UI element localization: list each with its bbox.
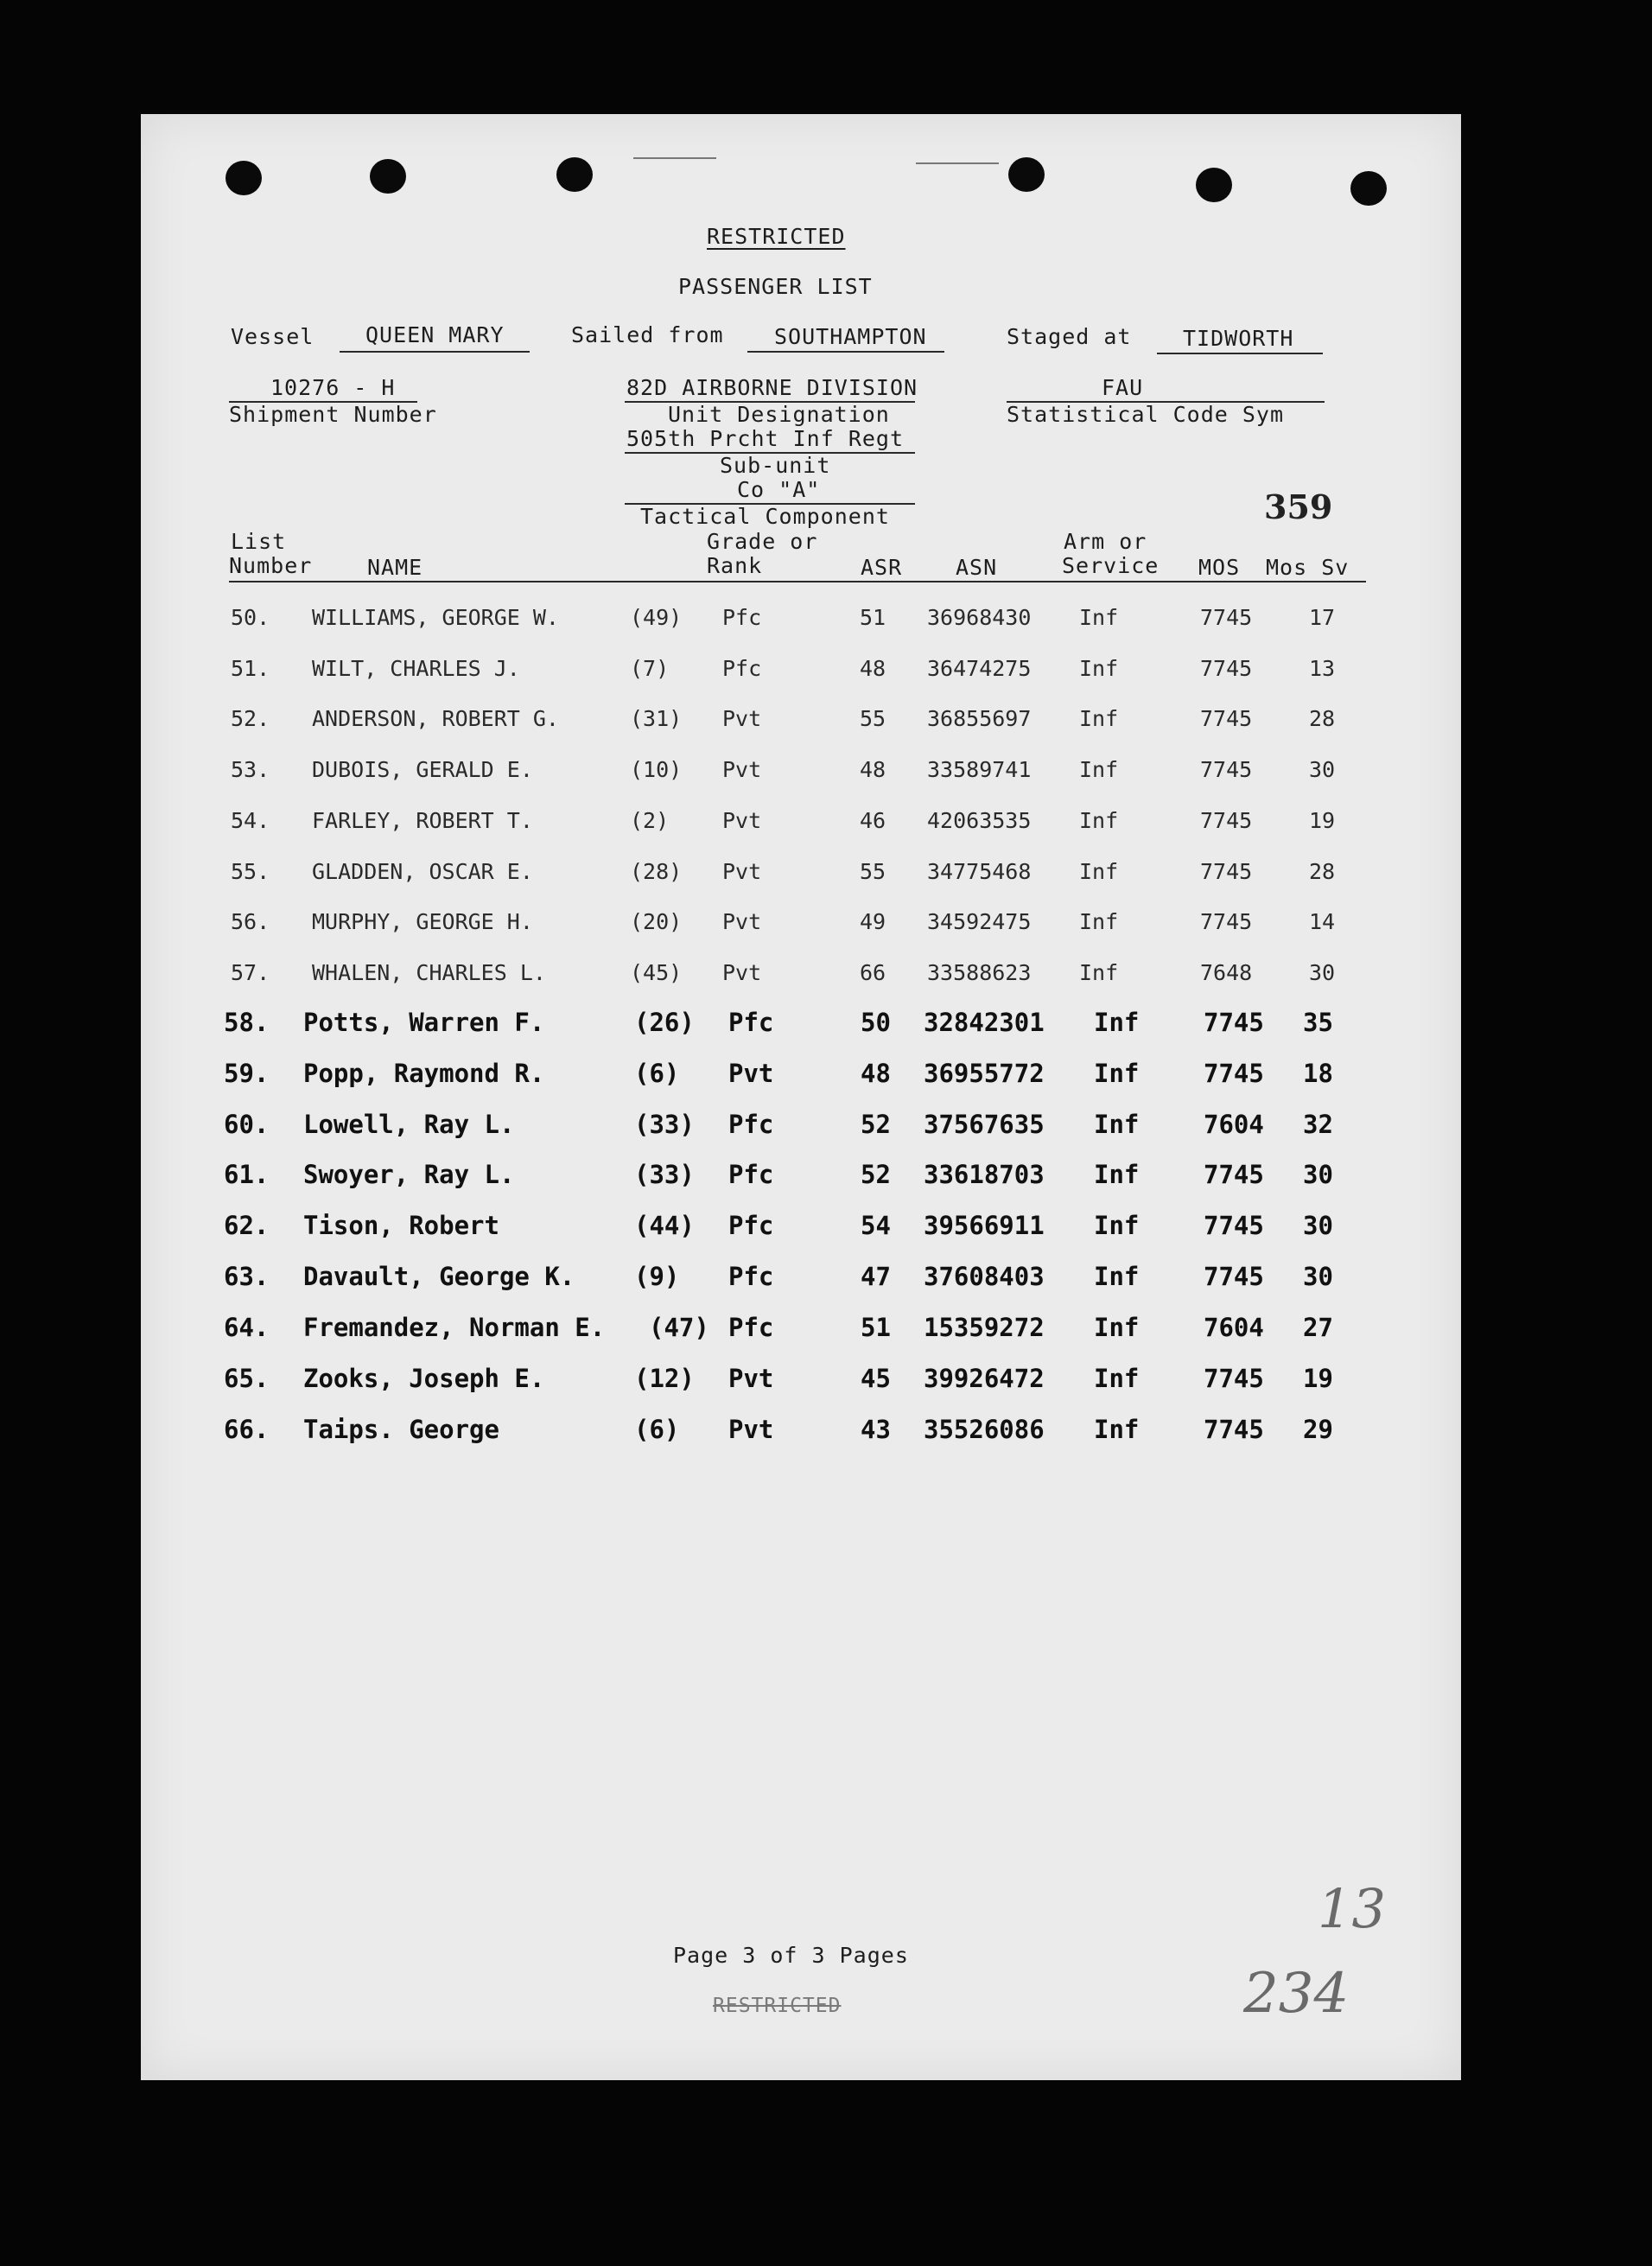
passenger-name: Davault, George K. [303, 1262, 575, 1291]
asr: 45 [861, 1364, 891, 1393]
asr: 48 [861, 1059, 891, 1088]
staged-at-label: Staged at [1007, 324, 1132, 349]
list-number: 60. [224, 1110, 270, 1139]
table-row [141, 1110, 1461, 1144]
stat-code-label: Statistical Code Sym [1007, 402, 1285, 427]
page-count: Page 3 of 3 Pages [673, 1943, 909, 1968]
rank: Pvt [722, 960, 762, 985]
stat-code-value: FAU [1102, 375, 1144, 400]
punch-hole [1008, 157, 1045, 192]
class-number: (12) [634, 1364, 695, 1393]
arm-service: Inf [1094, 1211, 1140, 1240]
mos: 7745 [1200, 859, 1253, 884]
class-number: (20) [630, 909, 683, 934]
mos: 7745 [1200, 808, 1253, 833]
table-row [141, 808, 1461, 843]
passenger-name: Lowell, Ray L. [303, 1110, 515, 1139]
restricted-footer-stamp: RESTRICTED [713, 1995, 842, 2017]
months-service: 27 [1303, 1313, 1333, 1342]
restricted-heading: RESTRICTED [707, 224, 846, 249]
mos: 7604 [1204, 1110, 1264, 1139]
page-stamp-number: 359 [1264, 487, 1333, 526]
mos: 7745 [1200, 757, 1253, 782]
months-service: 30 [1309, 757, 1336, 782]
class-number: (28) [630, 859, 683, 884]
list-number: 52. [231, 706, 270, 731]
months-service: 30 [1303, 1262, 1333, 1291]
passenger-name: WILLIAMS, GEORGE W. [312, 605, 559, 630]
table-row [141, 1415, 1461, 1449]
col-arm-2: Service [1062, 553, 1160, 578]
passenger-name: Potts, Warren F. [303, 1008, 545, 1037]
asn: 33618703 [924, 1160, 1045, 1189]
arm-service: Inf [1079, 706, 1119, 731]
arm-service: Inf [1094, 1262, 1140, 1291]
passenger-name: Fremandez, Norman E. [303, 1313, 606, 1342]
class-number: (49) [630, 605, 683, 630]
rank: Pvt [722, 909, 762, 934]
table-row [141, 706, 1461, 741]
table-row [141, 757, 1461, 792]
vessel-underline [340, 351, 530, 353]
table-row [141, 960, 1461, 995]
arm-service: Inf [1094, 1110, 1140, 1139]
rank: Pfc [728, 1160, 774, 1189]
document-title: PASSENGER LIST [678, 274, 873, 299]
mos: 7745 [1204, 1211, 1264, 1240]
asr: 55 [860, 859, 886, 884]
table-row [141, 1008, 1461, 1042]
asr: 48 [860, 656, 886, 681]
arm-service: Inf [1079, 859, 1119, 884]
months-service: 32 [1303, 1110, 1333, 1139]
asn: 39926472 [924, 1364, 1045, 1393]
passenger-name: Taips. George [303, 1415, 499, 1444]
months-service: 17 [1309, 605, 1336, 630]
unit-label: Unit Designation [668, 402, 890, 427]
asn: 37567635 [924, 1110, 1045, 1139]
rank: Pvt [728, 1415, 774, 1444]
table-row [141, 1262, 1461, 1296]
sailed-from-underline [747, 351, 944, 353]
asn: 34592475 [927, 909, 1032, 934]
mos: 7745 [1204, 1262, 1264, 1291]
list-number: 54. [231, 808, 270, 833]
sailed-from-value: SOUTHAMPTON [774, 324, 927, 349]
arm-service: Inf [1094, 1059, 1140, 1088]
list-number: 51. [231, 656, 270, 681]
rank: Pvt [728, 1059, 774, 1088]
binder-mark [916, 162, 999, 164]
rank: Pvt [722, 808, 762, 833]
list-number: 61. [224, 1160, 270, 1189]
list-number: 62. [224, 1211, 270, 1240]
asr: 52 [861, 1110, 891, 1139]
passenger-name: Swoyer, Ray L. [303, 1160, 515, 1189]
arm-service: Inf [1094, 1415, 1140, 1444]
list-number: 66. [224, 1415, 270, 1444]
asr: 47 [861, 1262, 891, 1291]
table-row [141, 1160, 1461, 1194]
asn: 33589741 [927, 757, 1032, 782]
col-arm-1: Arm or [1064, 529, 1147, 554]
asn: 34775468 [927, 859, 1032, 884]
header-rule [229, 581, 1366, 582]
col-list-number-2: Number [229, 553, 313, 578]
list-number: 64. [224, 1313, 270, 1342]
rank: Pfc [728, 1008, 774, 1037]
arm-service: Inf [1079, 605, 1119, 630]
class-number: (26) [634, 1008, 695, 1037]
mos: 7745 [1200, 909, 1253, 934]
passenger-name: MURPHY, GEORGE H. [312, 909, 533, 934]
asn: 15359272 [924, 1313, 1045, 1342]
arm-service: Inf [1079, 808, 1119, 833]
months-service: 19 [1303, 1364, 1333, 1393]
passenger-name: ANDERSON, ROBERT G. [312, 706, 559, 731]
table-row [141, 656, 1461, 691]
months-service: 30 [1303, 1211, 1333, 1240]
mos: 7745 [1204, 1008, 1264, 1037]
table-row [141, 1211, 1461, 1245]
asr: 52 [861, 1160, 891, 1189]
document-page [141, 114, 1461, 2080]
sailed-from-label: Sailed from [571, 322, 724, 347]
asn: 35526086 [924, 1415, 1045, 1444]
col-grade-1: Grade or [707, 529, 818, 554]
asr: 66 [860, 960, 886, 985]
list-number: 63. [224, 1262, 270, 1291]
rank: Pvt [722, 757, 762, 782]
asr: 43 [861, 1415, 891, 1444]
shipment-number: 10276 - H [270, 375, 396, 400]
months-service: 18 [1303, 1059, 1333, 1088]
asr: 48 [860, 757, 886, 782]
arm-service: Inf [1079, 757, 1119, 782]
asr: 55 [860, 706, 886, 731]
col-name: NAME [367, 555, 423, 580]
col-mos: MOS [1198, 555, 1241, 580]
binder-mark [633, 157, 716, 159]
list-number: 53. [231, 757, 270, 782]
arm-service: Inf [1094, 1008, 1140, 1037]
arm-service: Inf [1094, 1160, 1140, 1189]
arm-service: Inf [1079, 656, 1119, 681]
months-service: 19 [1309, 808, 1336, 833]
col-asr: ASR [861, 555, 903, 580]
col-asn: ASN [956, 555, 998, 580]
mos: 7745 [1200, 605, 1253, 630]
punch-hole [226, 161, 262, 195]
arm-service: Inf [1094, 1364, 1140, 1393]
mos: 7745 [1200, 656, 1253, 681]
list-number: 57. [231, 960, 270, 985]
asr: 51 [861, 1313, 891, 1342]
asn: 36968430 [927, 605, 1032, 630]
class-number: (33) [634, 1110, 695, 1139]
rank: Pfc [722, 605, 762, 630]
tactical-label: Tactical Component [640, 504, 890, 529]
class-number: (9) [634, 1262, 680, 1291]
asn: 32842301 [924, 1008, 1045, 1037]
months-service: 30 [1303, 1160, 1333, 1189]
rank: Pfc [728, 1262, 774, 1291]
class-number: (33) [634, 1160, 695, 1189]
table-row [141, 605, 1461, 640]
passenger-name: FARLEY, ROBERT T. [312, 808, 533, 833]
subunit-value: 505th Prcht Inf Regt [626, 426, 905, 451]
rank: Pfc [728, 1313, 774, 1342]
list-number: 50. [231, 605, 270, 630]
asn: 36855697 [927, 706, 1032, 731]
months-service: 30 [1309, 960, 1336, 985]
table-row [141, 1364, 1461, 1398]
handwritten-note-2: 234 [1243, 1962, 1350, 2026]
class-number: (6) [634, 1059, 680, 1088]
asn: 36955772 [924, 1059, 1045, 1088]
table-row [141, 909, 1461, 944]
class-number: (31) [630, 706, 683, 731]
mos: 7745 [1204, 1160, 1264, 1189]
months-service: 28 [1309, 859, 1336, 884]
class-number: (47) [649, 1313, 709, 1342]
punch-hole [370, 159, 406, 194]
asn: 33588623 [927, 960, 1032, 985]
mos: 7745 [1204, 1364, 1264, 1393]
passenger-name: DUBOIS, GERALD E. [312, 757, 533, 782]
months-service: 14 [1309, 909, 1336, 934]
list-number: 58. [224, 1008, 270, 1037]
col-mos-sv: Mos Sv [1266, 555, 1350, 580]
rank: Pvt [728, 1364, 774, 1393]
passenger-name: GLADDEN, OSCAR E. [312, 859, 533, 884]
shipment-label: Shipment Number [229, 402, 437, 427]
arm-service: Inf [1094, 1313, 1140, 1342]
rank: Pvt [722, 706, 762, 731]
handwritten-note-1: 13 [1318, 1877, 1386, 1940]
col-list-number-1: List [231, 529, 287, 554]
asn: 37608403 [924, 1262, 1045, 1291]
staged-at-underline [1157, 353, 1323, 354]
months-service: 28 [1309, 706, 1336, 731]
asr: 49 [860, 909, 886, 934]
asr: 46 [860, 808, 886, 833]
list-number: 55. [231, 859, 270, 884]
class-number: (45) [630, 960, 683, 985]
mos: 7648 [1200, 960, 1253, 985]
passenger-name: WILT, CHARLES J. [312, 656, 520, 681]
punch-hole [1350, 171, 1387, 206]
asr: 54 [861, 1211, 891, 1240]
subunit-label: Sub-unit [720, 453, 831, 478]
table-row [141, 859, 1461, 894]
table-row [141, 1059, 1461, 1093]
passenger-name: WHALEN, CHARLES L. [312, 960, 546, 985]
rank: Pfc [728, 1110, 774, 1139]
asr: 50 [861, 1008, 891, 1037]
class-number: (7) [630, 656, 670, 681]
class-number: (44) [634, 1211, 695, 1240]
mos: 7745 [1204, 1415, 1264, 1444]
staged-at-value: TIDWORTH [1183, 326, 1294, 351]
class-number: (6) [634, 1415, 680, 1444]
list-number: 65. [224, 1364, 270, 1393]
unit-designation: 82D AIRBORNE DIVISION [626, 375, 918, 400]
passenger-name: Tison, Robert [303, 1211, 499, 1240]
class-number: (10) [630, 757, 683, 782]
months-service: 13 [1309, 656, 1336, 681]
class-number: (2) [630, 808, 670, 833]
list-number: 56. [231, 909, 270, 934]
months-service: 29 [1303, 1415, 1333, 1444]
vessel-label: Vessel [231, 324, 315, 349]
arm-service: Inf [1079, 909, 1119, 934]
punch-hole [1196, 168, 1232, 202]
months-service: 35 [1303, 1008, 1333, 1037]
asn: 42063535 [927, 808, 1032, 833]
rank: Pfc [722, 656, 762, 681]
rank: Pfc [728, 1211, 774, 1240]
punch-hole [556, 157, 593, 192]
asr: 51 [860, 605, 886, 630]
mos: 7745 [1204, 1059, 1264, 1088]
col-grade-2: Rank [707, 553, 763, 578]
vessel-value: QUEEN MARY [365, 322, 505, 347]
tactical-value: Co "A" [737, 477, 821, 502]
passenger-name: Popp, Raymond R. [303, 1059, 545, 1088]
asn: 39566911 [924, 1211, 1045, 1240]
asn: 36474275 [927, 656, 1032, 681]
mos: 7745 [1200, 706, 1253, 731]
table-row [141, 1313, 1461, 1347]
arm-service: Inf [1079, 960, 1119, 985]
mos: 7604 [1204, 1313, 1264, 1342]
rank: Pvt [722, 859, 762, 884]
list-number: 59. [224, 1059, 270, 1088]
passenger-name: Zooks, Joseph E. [303, 1364, 545, 1393]
